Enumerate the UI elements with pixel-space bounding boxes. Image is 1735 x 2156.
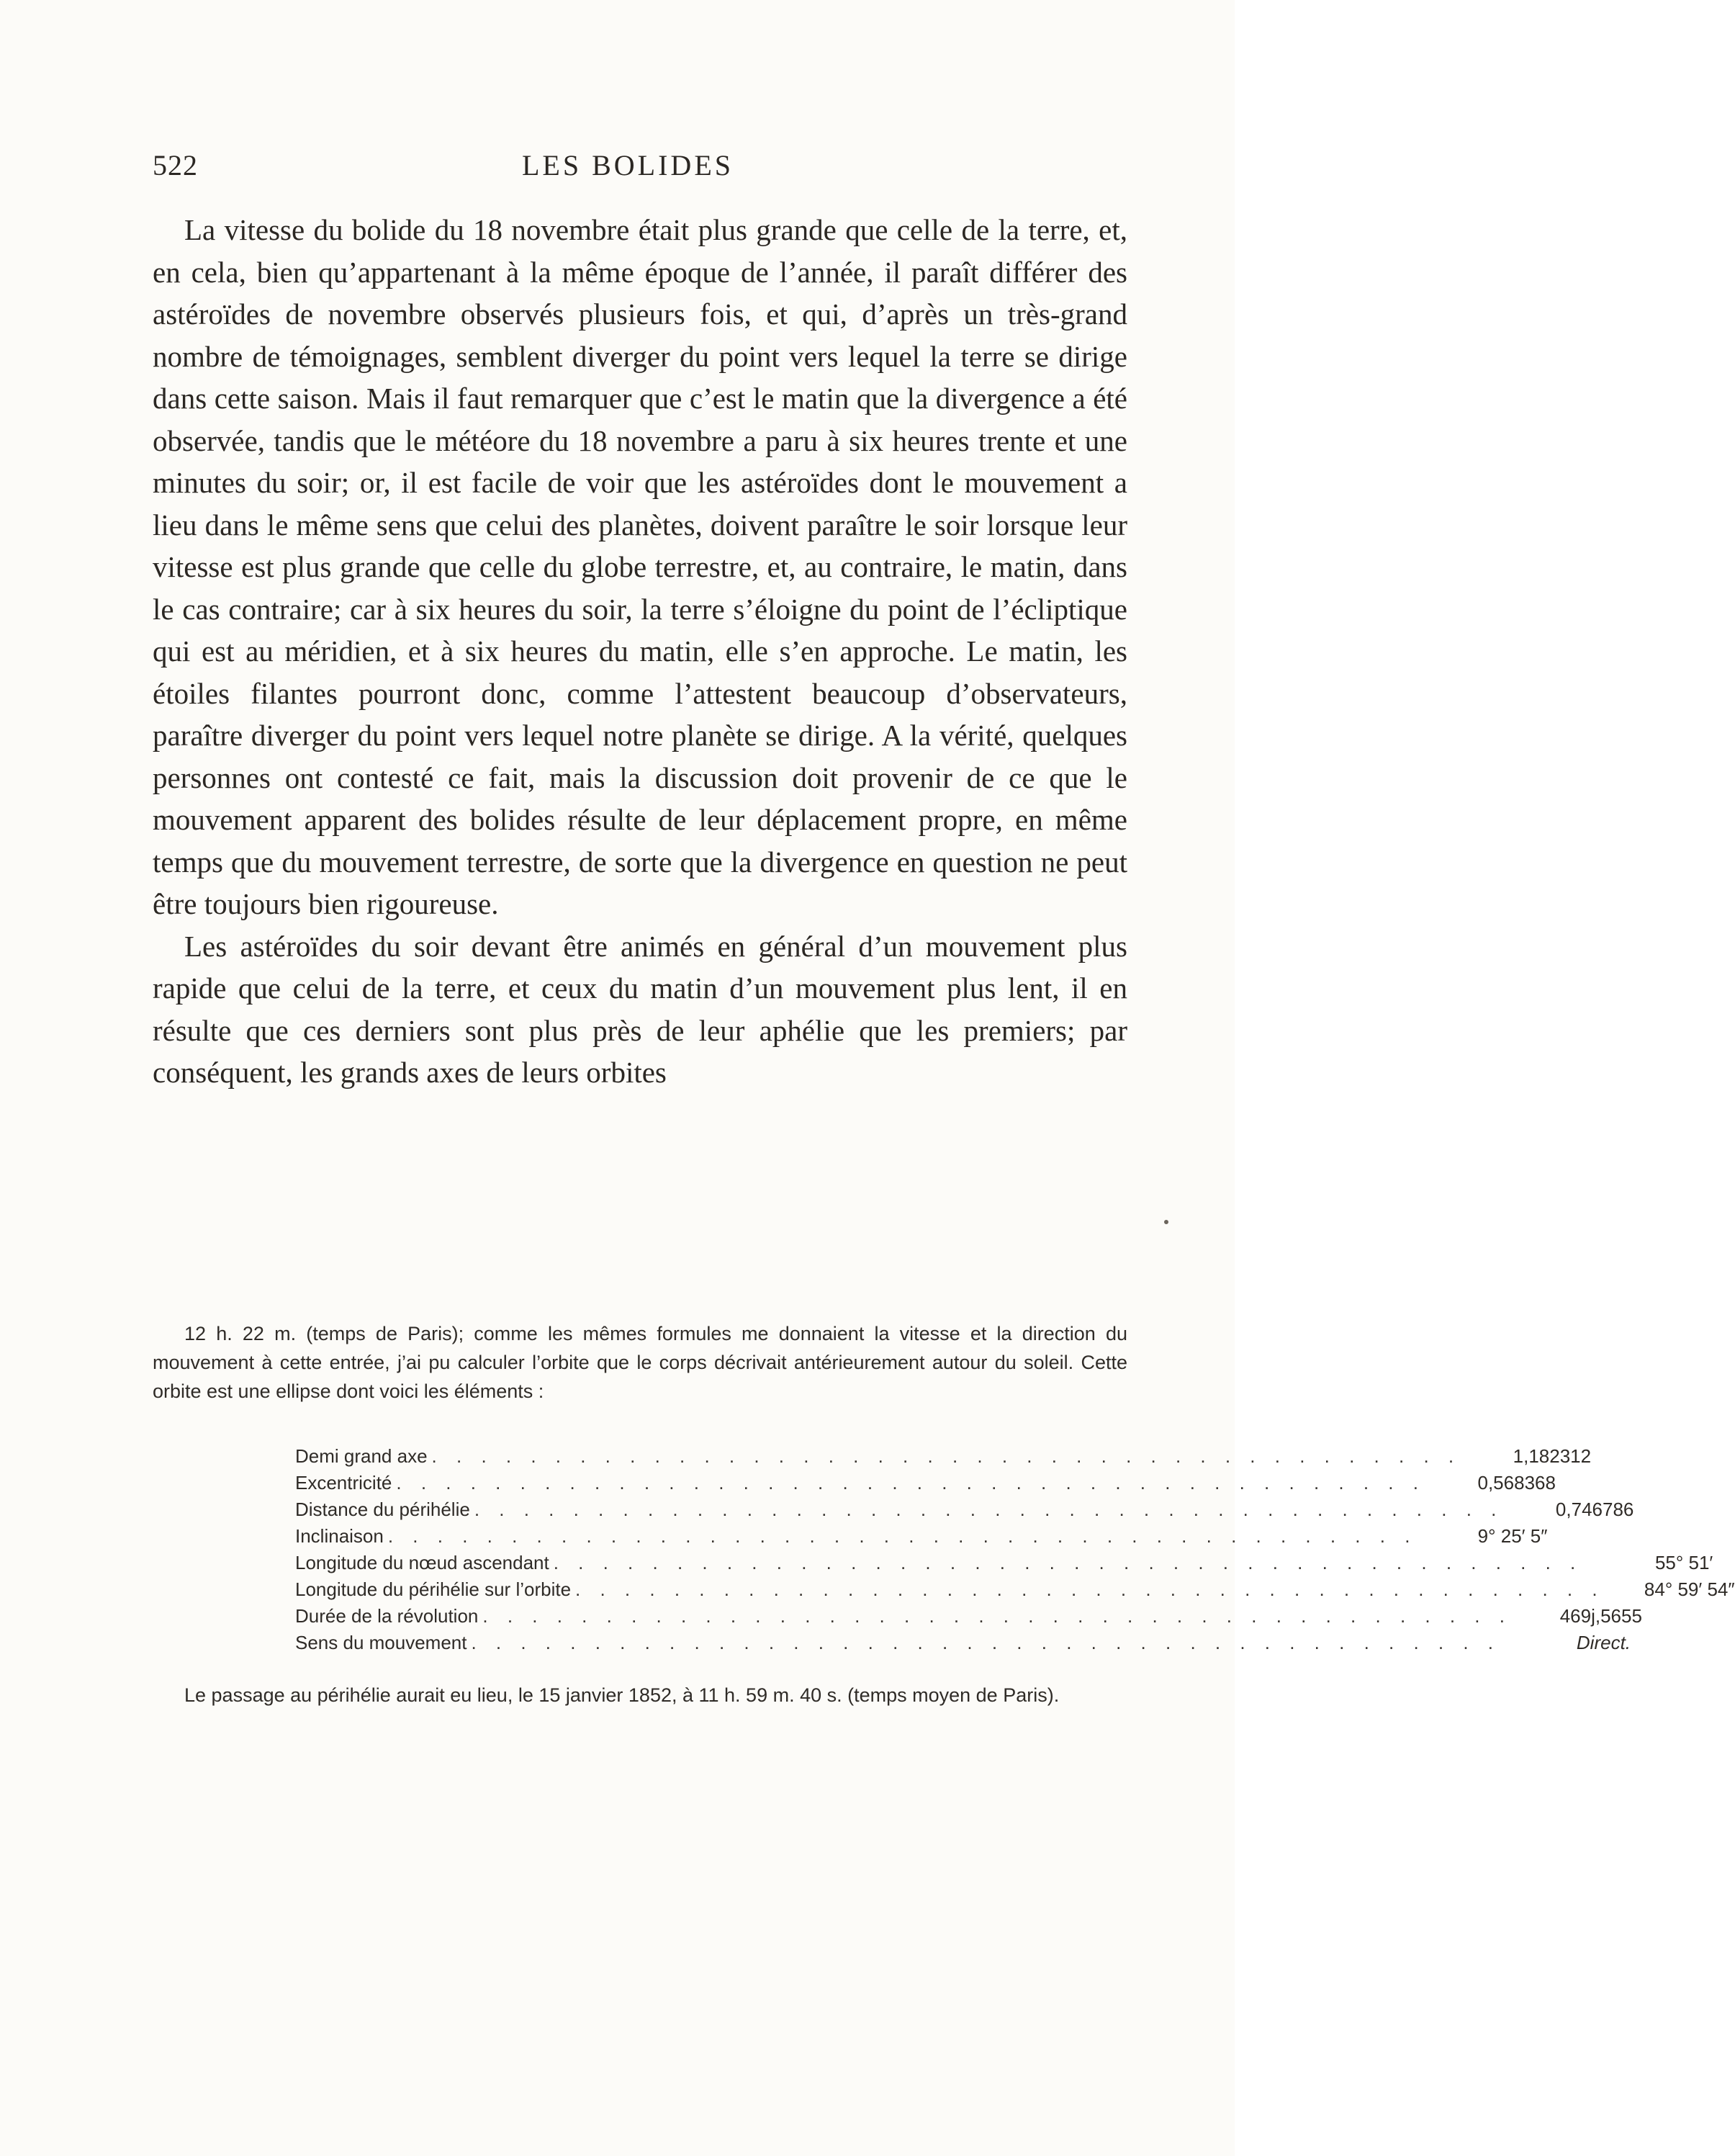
table-row — [295, 1632, 1631, 1658]
page-number: 522 — [153, 149, 198, 181]
paragraph: Les astéroïdes du soir devant être animés en général d’un mouvement plus rapide que celui de la terre, et ceux du matin d’un mouvement plus lent, il en résulte que ces derniers sont plus près de leur aphélie que les premiers; par conséquent, les grands axes de leurs orbites — [153, 929, 1127, 1089]
footnote-closing — [153, 1681, 1127, 1710]
footnote-closing-text: Le passage au périhélie aurait eu lieu, le 15 janvier 1852, à 11 h. 59 m. 40 s. (temps moyen de Paris). — [184, 1684, 1060, 1706]
footnote — [153, 1319, 1127, 1406]
main-text — [153, 209, 1127, 1094]
element-label: Inclinaison — [295, 1525, 384, 1547]
element-label: Demi grand axe — [295, 1445, 428, 1467]
leader-dots: . . . . . . . . . . . . . . . . . . . . . . . . . . . . . . . . . . . . . . . . . . — [471, 1632, 1501, 1653]
element-value: 0,746786 — [1555, 1499, 1634, 1520]
leader-dots: . . . . . . . . . . . . . . . . . . . . . . . . . . . . . . . . . . . . . . . . . . — [396, 1472, 1425, 1494]
table-row — [295, 1552, 1713, 1578]
table-row — [295, 1499, 1634, 1525]
element-label: Excentricité — [295, 1472, 392, 1494]
orbit-elements-table — [295, 1445, 1735, 1658]
table-row — [295, 1605, 1642, 1632]
leader-dots: . . . . . . . . . . . . . . . . . . . . . . . . . . . . . . . . . . . . . . . . . . — [575, 1578, 1605, 1600]
table-row — [295, 1578, 1735, 1605]
leader-dots: . . . . . . . . . . . . . . . . . . . . . . . . . . . . . . . . . . . . . . . . . . — [482, 1605, 1512, 1627]
leader-dots: . . . . . . . . . . . . . . . . . . . . . . . . . . . . . . . . . . . . . . . . . . — [474, 1499, 1504, 1520]
element-value: 84° 59′ 54″ — [1644, 1578, 1735, 1600]
element-value: 9° 25′ 5″ — [1477, 1525, 1548, 1547]
element-value: 469j,5655 — [1559, 1605, 1642, 1627]
element-value: 1,182312 — [1513, 1445, 1592, 1467]
page-header — [153, 148, 1103, 192]
table-row — [295, 1445, 1592, 1472]
leader-dots: . . . . . . . . . . . . . . . . . . . . . . . . . . . . . . . . . . . . . . . . . . — [431, 1445, 1461, 1467]
footnote-intro: 12 h. 22 m. (temps de Paris); comme les mêmes formules me donnaient la vitesse et la direction du mouvement à cette entrée, j’ai pu calculer l’orbite que le corps décrivait antérieurement autour du soleil. Cette orbite est une ellipse dont voici les éléments : — [153, 1323, 1127, 1402]
running-title: LES BOLIDES — [522, 149, 734, 181]
element-label: Distance du périhélie — [295, 1499, 470, 1520]
table-row — [295, 1525, 1548, 1552]
element-label: Longitude du périhélie sur l’orbite — [295, 1578, 572, 1600]
paragraph: La vitesse du bolide du 18 novembre était plus grande que celle de la terre, et, en cela, bien qu’appartenant à la même époque de l’année, il paraît différer des astéroïdes de novembre observés plusieurs fois, et qui, d’après un très-grand nombre de témoignages, semblent diverger du point vers lequel la terre se dirige dans cette saison. Mais il faut remarquer que c’est le matin que la divergence a été observée, tandis que le météore du 18 novembre a paru à six heures trente et une minutes du soir; or, il est facile de voir que les astéroïdes dont le mouvement a lieu dans le même sens que celui des planètes, doivent paraître le soir lorsque leur vitesse est plus grande que celle du globe terrestre, et, au contraire, le matin, dans le cas contraire; car à six heures du soir, la terre s’éloigne du point de l’écliptique qui est au méridien, et à six heures du matin, elle s’en approche. Le matin, les étoiles filantes pourront donc, comme l’attestent beaucoup d’observateurs, paraître diverger du point vers lequel notre planète se dirige. A la vérité, quelques personnes ont contesté ce fait, mais la discussion doit provenir de ce que le mouvement apparent des bolides résulte de leur déplacement propre, en même temps que du mouvement terrestre, de sorte que la divergence en question ne peut être toujours bien rigoureuse. — [153, 213, 1127, 920]
element-value: Direct. — [1576, 1632, 1631, 1653]
element-label: Longitude du nœud ascendant — [295, 1552, 549, 1573]
margin-dot — [1164, 1220, 1168, 1224]
element-value: 55° 51′ — [1654, 1552, 1713, 1573]
element-value: 0,568368 — [1477, 1472, 1556, 1494]
table-row — [295, 1472, 1556, 1499]
element-label: Sens du mouvement — [295, 1632, 467, 1653]
leader-dots: . . . . . . . . . . . . . . . . . . . . . . . . . . . . . . . . . . . . . . . . . . — [553, 1552, 1583, 1573]
leader-dots: . . . . . . . . . . . . . . . . . . . . . . . . . . . . . . . . . . . . . . . . . . — [387, 1525, 1418, 1547]
element-label: Durée de la révolution — [295, 1605, 479, 1627]
